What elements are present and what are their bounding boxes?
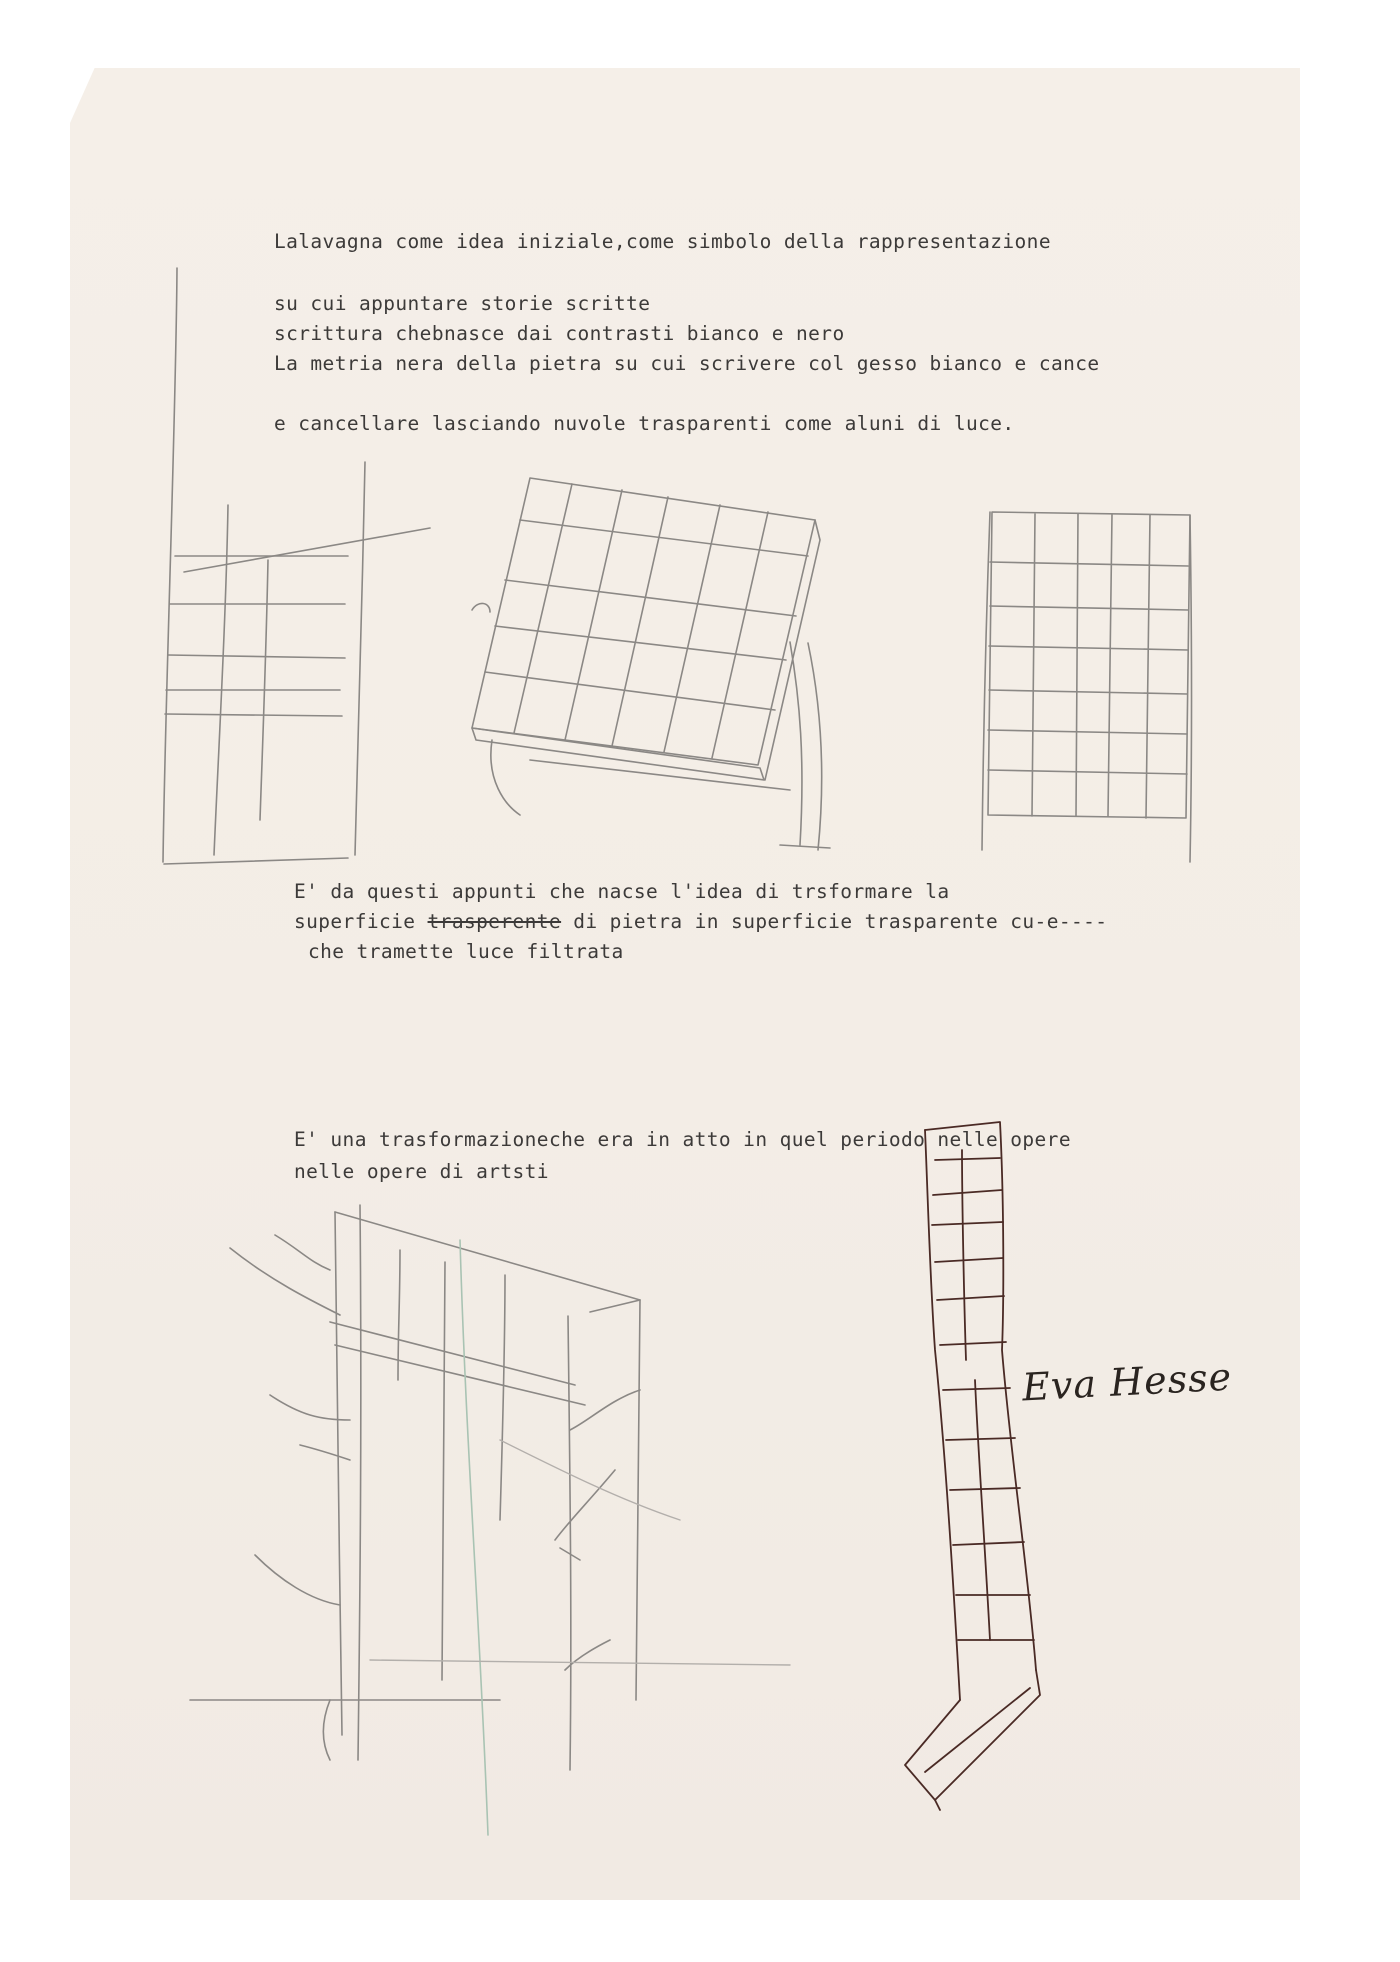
struck-word: trasperente: [427, 910, 562, 933]
sketch-right-grid: [982, 512, 1192, 862]
sketch-easel-board: [472, 478, 830, 850]
sketch-panel-arrows: [190, 1205, 790, 1835]
typed-line-8: che tramette luce filtrata: [308, 940, 624, 963]
typed-line-9: E' una trasformazioneche era in atto in quel periodo nelle opere: [294, 1128, 1071, 1151]
typed-line-4: La metria nera della pietra su cui scrivere col gesso bianco e cance: [274, 352, 1100, 375]
typed-line-7-start: superficie: [294, 910, 428, 933]
typed-line-10: nelle opere di artsti: [294, 1160, 549, 1183]
typed-line-2: su cui appuntare storie scritte: [274, 292, 651, 315]
sketch-left-grid: [163, 268, 430, 864]
typed-line-5: e cancellare lasciando nuvole trasparenti come aluni di luce.: [274, 412, 1015, 435]
typed-line-6: E' da questi appunti che nacse l'idea di trsformare la: [294, 880, 950, 903]
typed-line-7-end: di pietra in superficie trasparente cu-e----: [561, 910, 1108, 933]
typed-line-3: scrittura chebnasce dai contrasti bianco e nero: [274, 322, 845, 345]
typed-line-1: Lalavagna come idea iniziale,come simbolo della rappresentazione: [274, 230, 1051, 253]
sketch-ink-column: [905, 1122, 1040, 1810]
handwritten-name: Eva Hesse: [1020, 1354, 1234, 1410]
